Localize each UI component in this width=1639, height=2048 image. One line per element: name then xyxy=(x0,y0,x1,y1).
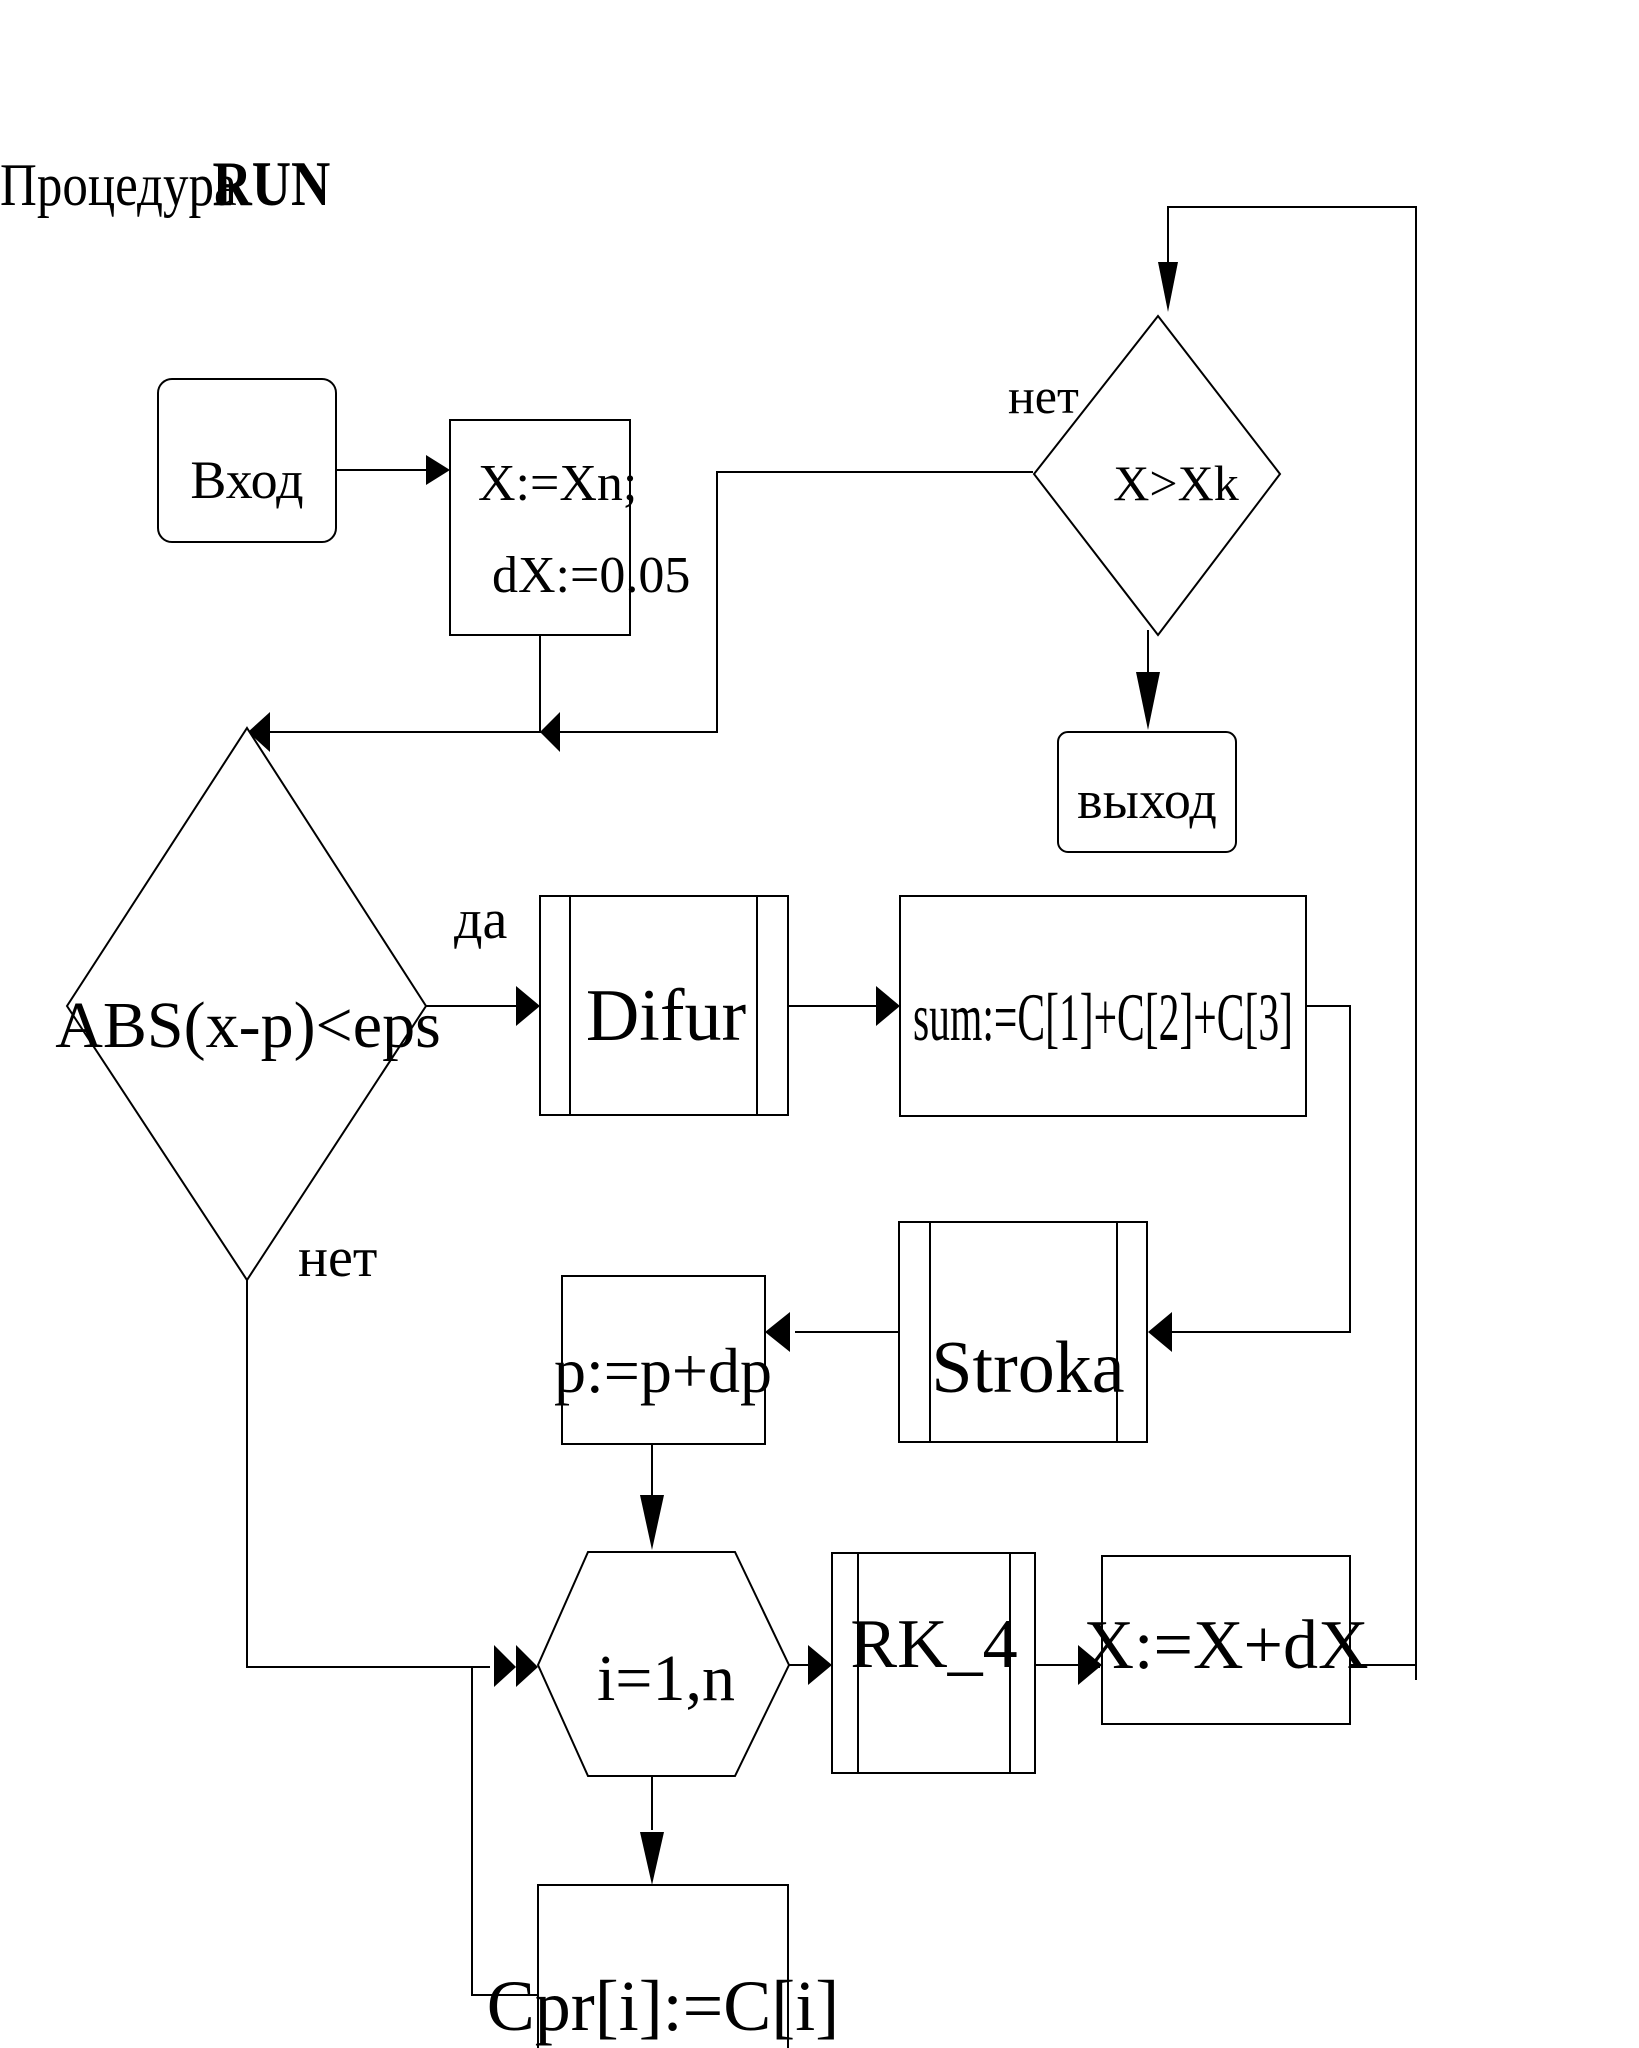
arrowhead xyxy=(640,1832,664,1885)
difur-label: Difur xyxy=(585,975,747,1057)
arrowhead xyxy=(640,1495,664,1550)
init-line2: dX:=0.05 xyxy=(492,547,691,604)
x-update-label: X:=X+dX xyxy=(1083,1607,1369,1684)
connector-cpr-back xyxy=(472,1667,538,1995)
label-no-bottom: нет xyxy=(298,1227,378,1289)
stroka-label: Stroka xyxy=(931,1327,1125,1409)
sum-label: sum:=C[1]+C[2]+C[3] xyxy=(913,979,1293,1055)
arrowhead xyxy=(876,986,900,1026)
exit-label: выход xyxy=(1077,770,1217,830)
arrowhead xyxy=(1158,262,1178,312)
label-yes: да xyxy=(454,889,508,951)
loop-label: i=1,n xyxy=(596,1642,736,1715)
title-name: RUN xyxy=(212,147,331,220)
rk4-label: RK_4 xyxy=(850,1606,1018,1683)
title-prefix: Процедура xyxy=(0,152,237,220)
p-update-label: p:=p+dp xyxy=(554,1335,772,1406)
arrowhead xyxy=(516,1645,538,1687)
arrowhead xyxy=(808,1645,832,1685)
label-no-top: нет xyxy=(1008,368,1079,424)
cond-abs-label: ABS(x-p)<eps xyxy=(55,989,441,1062)
arrowhead xyxy=(426,455,450,485)
arrowhead xyxy=(516,986,540,1026)
arrowhead xyxy=(1136,672,1160,730)
arrowhead xyxy=(1148,1312,1172,1352)
cond-xk-label: X>Xk xyxy=(1113,455,1239,511)
init-line1: X:=Xn; xyxy=(478,455,638,512)
cpr-label: Cpr[i]:=C[i] xyxy=(486,1966,840,2046)
entry-label: Вход xyxy=(190,450,304,510)
arrowhead xyxy=(540,712,560,752)
connector-abs-no xyxy=(247,1280,490,1667)
arrowhead xyxy=(494,1645,516,1687)
